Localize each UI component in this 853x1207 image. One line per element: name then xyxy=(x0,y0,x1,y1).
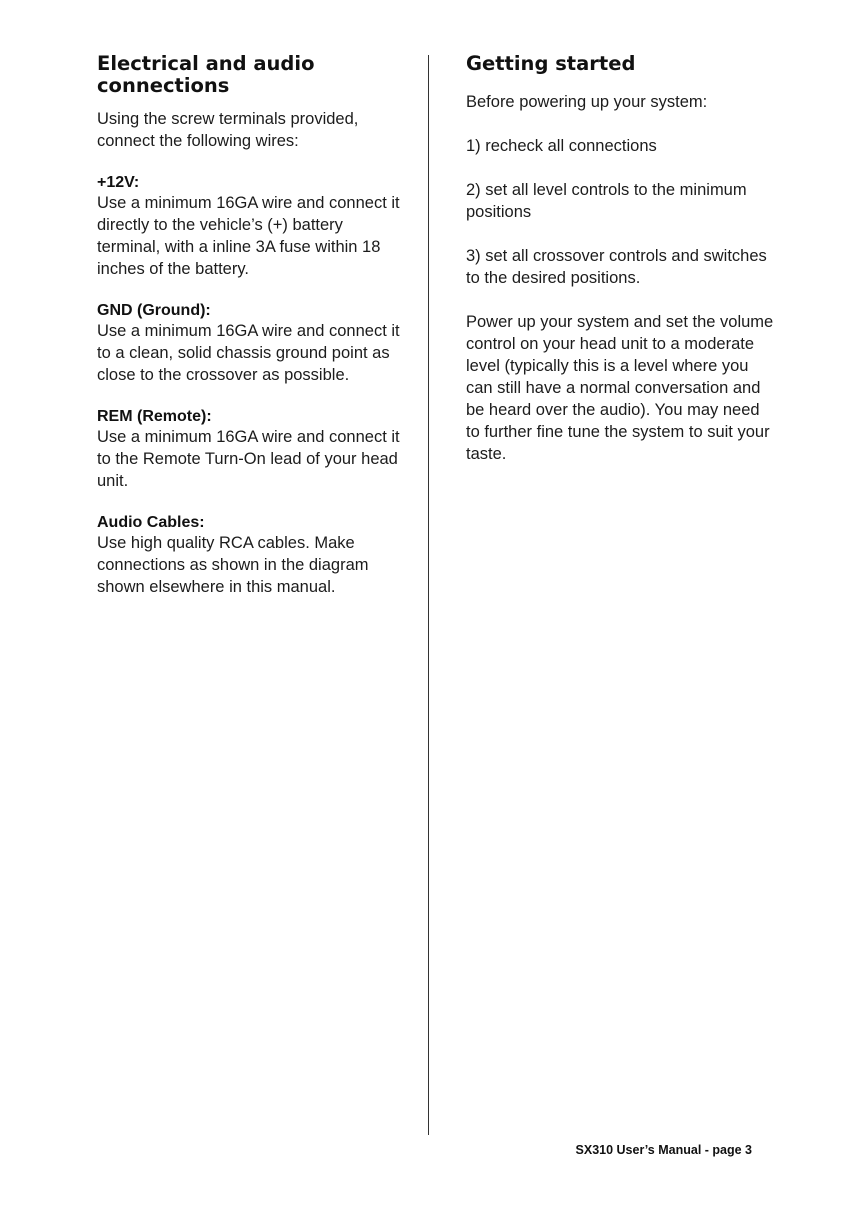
page-footer: SX310 User’s Manual - page 3 xyxy=(575,1143,752,1157)
section-12v xyxy=(97,174,407,280)
getting-started-intro: Before powering up your system: xyxy=(466,93,708,111)
body-remote: Use a minimum 16GA wire and connect it to the Remote Turn-On lead of your head unit. xyxy=(97,428,400,490)
getting-started-closing: Power up your system and set the volume control on your head unit to a moderate level (typically this is a level where you can still have a normal conversation and be heard over the audio). You may need to further fine tune the system to suit your taste. xyxy=(466,313,774,463)
section-heading-getting-started: Getting started xyxy=(466,52,636,75)
step-3: 3) set all crossover controls and switches to the desired positions. xyxy=(466,247,767,287)
subheading-12v: +12V: xyxy=(97,174,140,191)
subheading-audio-cables: Audio Cables: xyxy=(97,514,205,531)
left-column xyxy=(97,53,407,598)
body-ground: Use a minimum 16GA wire and connect it to a clean, solid chassis ground point as close to the crossover as possible. xyxy=(97,322,400,384)
subheading-remote: REM (Remote): xyxy=(97,408,212,425)
body-12v: Use a minimum 16GA wire and connect it directly to the vehicle’s (+) battery terminal, with a inline 3A fuse within 18 inches of the battery. xyxy=(97,194,400,278)
section-ground xyxy=(97,302,407,386)
section-heading-electrical xyxy=(97,53,407,97)
column-divider xyxy=(428,55,429,1135)
step-2: 2) set all level controls to the minimum positions xyxy=(466,181,747,221)
right-column xyxy=(466,53,776,465)
step-1: 1) recheck all connections xyxy=(466,137,657,155)
heading-line-2: connections xyxy=(97,74,230,97)
heading-line-1: Electrical and audio xyxy=(97,52,315,75)
electrical-intro: Using the screw terminals provided, connect the following wires: xyxy=(97,110,359,150)
subheading-ground: GND (Ground): xyxy=(97,302,211,319)
body-audio-cables: Use high quality RCA cables. Make connections as shown in the diagram shown elsewhere in this manual. xyxy=(97,534,369,596)
section-remote xyxy=(97,408,407,492)
section-audio-cables xyxy=(97,514,407,598)
